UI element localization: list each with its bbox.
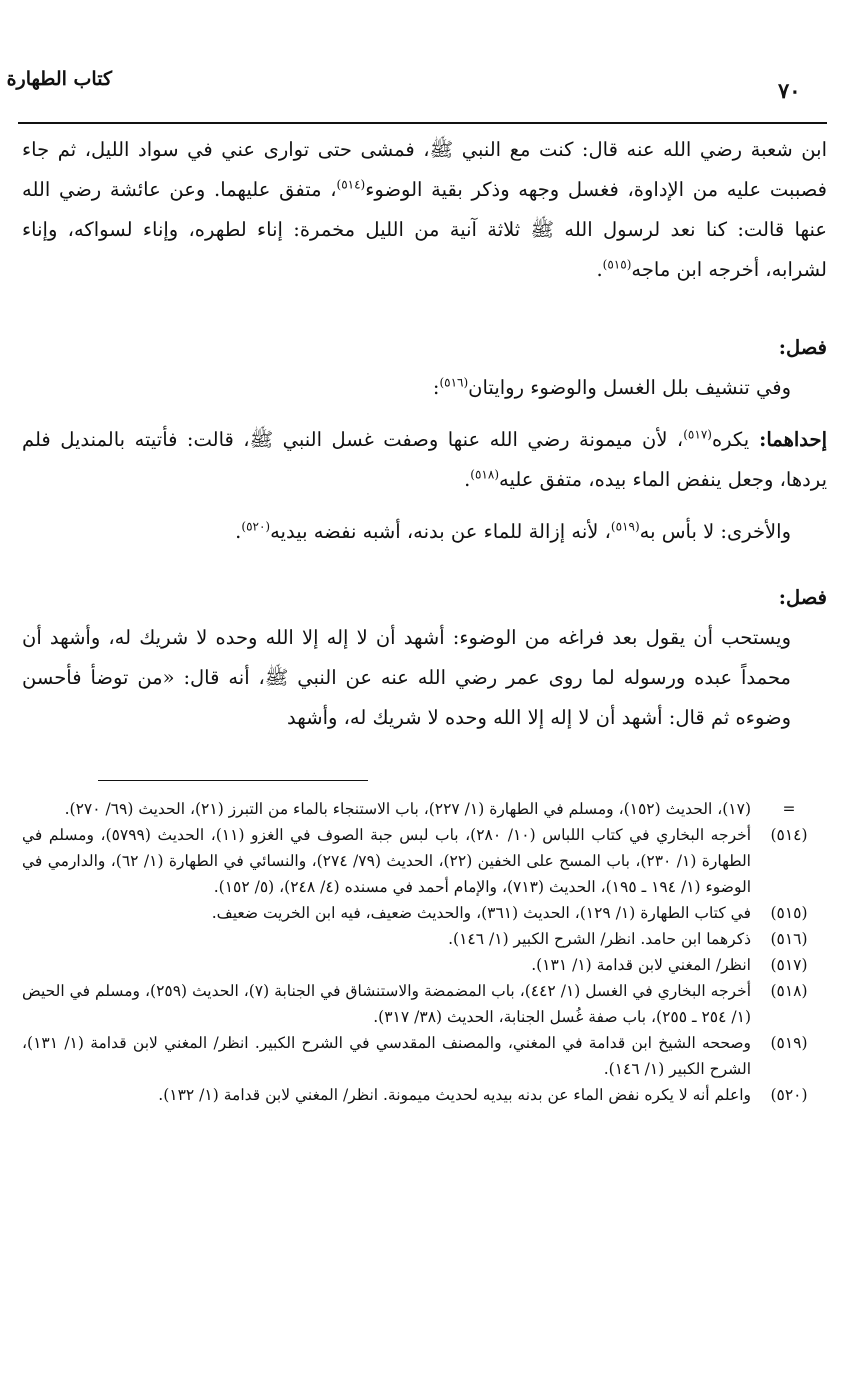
paragraph-2	[22, 368, 827, 408]
section-heading-1: فصل:	[778, 336, 827, 359]
header-rule	[18, 122, 827, 124]
paragraph-3-end: .	[464, 468, 471, 491]
paragraph-5: ويستحب أن يقول بعد فراغه من الوضوء: أشهد أن لا إله إلا الله وحده لا شريك له، وأشهد أن محمداً عبده ورسوله لما روى عمر رضي الله عنه عن النبي ﷺ، أنه قال: «من توضأ فأحسن وضوءه ثم قال: أشهد أن لا إله إلا الله وحده لا شريك له، وأشهد	[22, 626, 791, 729]
paragraph-2-end: :	[432, 376, 440, 399]
footnote-517	[22, 952, 827, 978]
page-number: ٧٠	[778, 78, 801, 103]
footnote-text: أخرجه البخاري في الغسل (١/ ٤٤٢)، باب المضمضة والاستنشاق في الجنابة (٧)، الحديث (٢٥٩)، ومسلم في الحيض (١/ ٢٥٤ ـ ٢٥٥)، باب صفة غُسل الجنابة، الحديث (٣٨/ ٣١٧).	[22, 982, 751, 1026]
footnote-text: وصححه الشيخ ابن قدامة في المغني، والمصنف المقدسي في الشرح الكبير. انظر/ المغني لابن قدامة (١/ ١٣١)، الشرح الكبير (١/ ١٤٦).	[22, 1034, 751, 1078]
footnote-text: (١٧)، الحديث (١٥٢)، ومسلم في الطهارة (١/ ٢٢٧)، باب الاستنجاء بالماء من التبرز (٢١)، الحديث (٦٩/ ٢٧٠).	[64, 800, 751, 818]
footnote-ref-514[interactable]: (٥١٤)	[336, 177, 366, 192]
paragraph-4-end: .	[235, 520, 242, 543]
footnote-continued	[22, 796, 827, 822]
footnote-number: =	[782, 800, 796, 818]
footnote-515	[22, 900, 827, 926]
paragraph-4-text: والأخرى: لا بأس به	[639, 520, 791, 543]
running-header-title: كتاب الطهارة	[6, 68, 112, 90]
paragraph-1-text-b: ، متفق عليهما. وعن عائشة رضي الله عنها قالت: كنا نعد لرسول الله ﷺ ثلاثة آنية من الليل مخمرة: إناء لطهره، وإناء لسواكه، وإناء لشرابه، أخرجه ابن ماجه	[22, 178, 827, 281]
footnote-520	[22, 1082, 827, 1108]
footnote-text: واعلم أنه لا يكره نفض الماء عن بدنه بيديه لحديث ميمونة. انظر/ المغني لابن قدامة (١/ ١٣٢).	[158, 1086, 751, 1104]
footnote-514	[22, 822, 827, 900]
footnote-number: (٥١٤)	[770, 826, 808, 844]
footnote-text: انظر/ المغني لابن قدامة (١/ ١٣١).	[531, 956, 751, 974]
paragraph-4	[22, 512, 827, 552]
footnote-ref-517[interactable]: (٥١٧)	[683, 427, 712, 442]
footnote-number: (٥١٧)	[770, 956, 808, 974]
paragraph-3-text-b: ، لأن ميمونة رضي الله عنها وصفت غسل النبي ﷺ، قالت: فأتيته بالمنديل فلم يردها، وجعل ينفض الماء بيده، متفق عليه	[22, 428, 827, 491]
footnote-ref-519[interactable]: (٥١٩)	[610, 519, 640, 534]
footnote-number: (٥٢٠)	[770, 1086, 808, 1104]
footnote-text: ذكرهما ابن حامد. انظر/ الشرح الكبير (١/ ١٤٦).	[448, 930, 751, 948]
footnote-ref-516[interactable]: (٥١٦)	[439, 375, 469, 390]
paragraph-1-text: ابن شعبة رضي الله عنه قال: كنت مع النبي ﷺ، فمشى حتى توارى عني في سواد الليل، ثم جاء فصببت عليه من الإداوة، فغسل وجهه وذكر بقية الوضوء	[22, 138, 827, 201]
footnote-518	[22, 978, 827, 1030]
paragraph-2-text: وفي تنشيف بلل الغسل والوضوء روايتان	[468, 376, 791, 399]
footnotes	[22, 796, 827, 1108]
paragraph-3-text: يكره	[711, 428, 750, 451]
footnote-number: (٥١٩)	[770, 1034, 808, 1052]
footnote-number: (٥١٥)	[770, 904, 808, 922]
footnote-ref-515[interactable]: (٥١٥)	[602, 257, 632, 272]
footnote-516	[22, 926, 827, 952]
paragraph-3	[22, 420, 827, 500]
footnote-ref-518[interactable]: (٥١٨)	[470, 467, 500, 482]
footnote-text: أخرجه البخاري في كتاب اللباس (١٠/ ٢٨٠)، باب لبس جبة الصوف في الغزو (١١)، الحديث (٥٧٩٩)، ومسلم في الطهارة (١/ ٢٣٠)، باب المسح على الخفين (٢٢)، الحديث (٧٩/ ٢٧٤)، والنسائي في الطهارة (١/ ٦٢)، والدارمي في الوضوء (١/ ١٩٤ ـ ١٩٥)، الحديث (٧١٣)، والإمام أحمد في مسنده (٤/ ٢٤٨)، (٥/ ١٥٢).	[22, 826, 752, 896]
footnote-519	[22, 1030, 827, 1082]
main-text	[22, 130, 827, 738]
footnote-number: (٥١٦)	[770, 930, 808, 948]
paragraph-4-text-b: ، لأنه إزالة للماء عن بدنه، أشبه نفضه بيديه	[270, 520, 611, 543]
footnote-ref-520[interactable]: (٥٢٠)	[241, 519, 271, 534]
footnote-separator	[98, 780, 368, 781]
footnote-text: في كتاب الطهارة (١/ ١٢٩)، الحديث (٣٦١)، والحديث ضعيف، فيه ابن الخريت ضعيف.	[211, 904, 751, 922]
paragraph-1	[22, 130, 827, 290]
paragraph-3-lead: إحداهما:	[749, 428, 827, 451]
section-heading-2: فصل:	[778, 586, 827, 609]
footnote-number: (٥١٨)	[770, 982, 808, 1000]
paragraph-1-end: .	[596, 258, 603, 281]
